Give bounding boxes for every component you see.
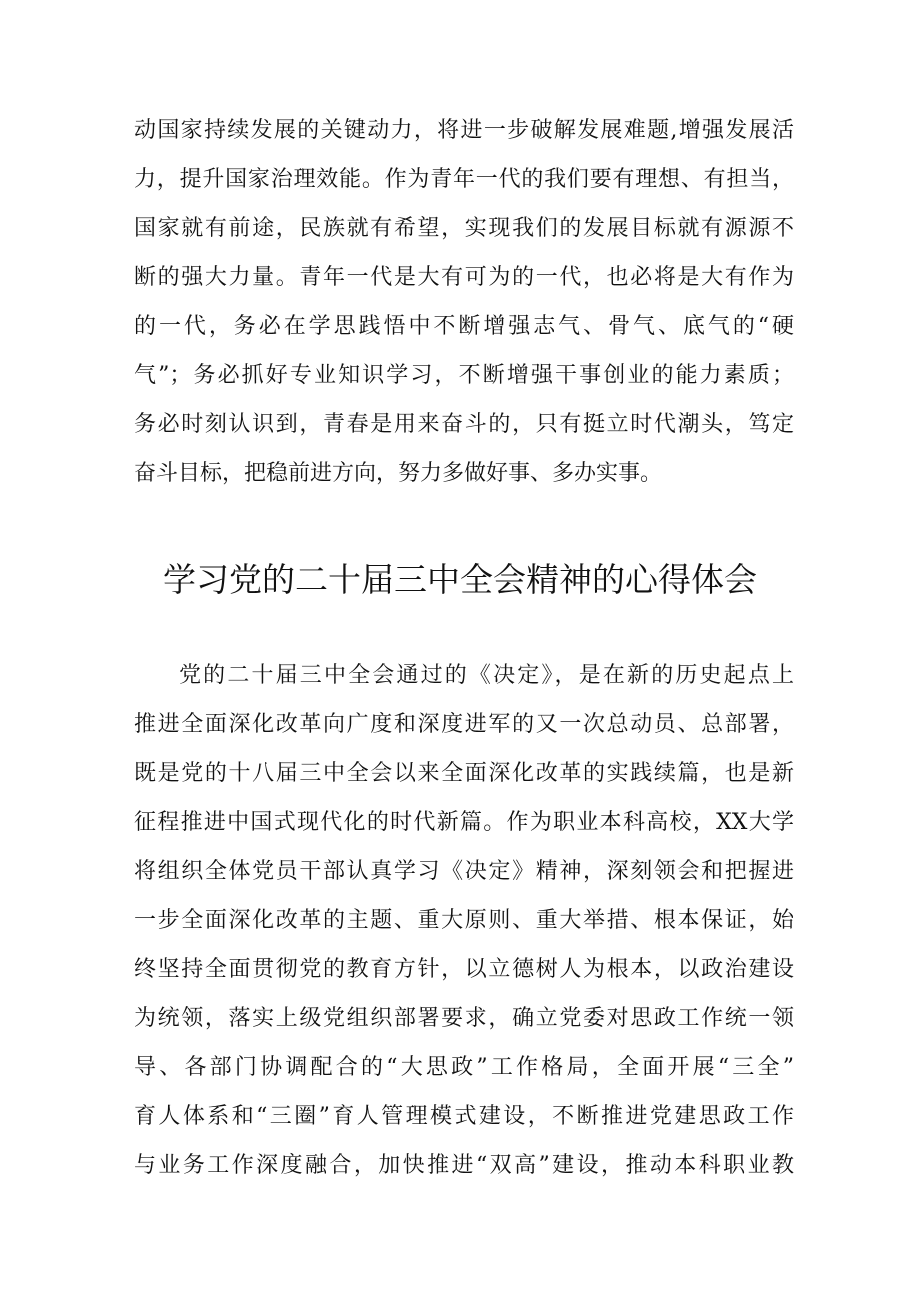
paragraph-line: 推进全面深化改革向广度和深度进军的又一次总动员、总部署，	[134, 712, 794, 737]
paragraph-line: 征程推进中国式现代化的时代新篇。作为职业本科高校，XX大学	[134, 810, 794, 835]
paragraph-line: 奋斗目标，把稳前进方向，努力多做好事、多办实事。	[134, 461, 663, 486]
paragraph-line: 力，提升国家治理效能。作为青年一代的我们要有理想、有担当，	[134, 167, 794, 192]
paragraph-line: 将组织全体党员干部认真学习《决定》精神，深刻领会和把握进	[134, 859, 794, 884]
paragraph-line: 动国家持续发展的关键动力，将进一步破解发展难题,增强发展活	[134, 118, 794, 143]
paragraph-line: 与业务工作深度融合，加快推进“双高”建设，推动本科职业教	[134, 1153, 794, 1178]
article-heading: 学习党的二十届三中全会精神的心得体会	[163, 560, 757, 599]
paragraph-line: 务必时刻认识到，青春是用来奋斗的，只有挺立时代潮头，笃定	[134, 412, 794, 437]
paragraph-line: 党的二十届三中全会通过的《决定》，是在新的历史起点上	[179, 663, 794, 688]
paragraph-line: 气”；务必抓好专业知识学习，不断增强干事创业的能力素质；	[134, 363, 794, 388]
continued-paragraph	[134, 106, 794, 498]
paragraph-line: 断的强大力量。青年一代是大有可为的一代，也必将是大有作为	[134, 265, 794, 290]
paragraph-line: 国家就有前途，民族就有希望，实现我们的发展目标就有源源不	[134, 216, 794, 241]
paragraph-line: 为统领，落实上级党组织部署要求，确立党委对思政工作统一领	[134, 1006, 794, 1031]
paragraph-line: 育人体系和“三圈”育人管理模式建设，不断推进党建思政工作	[134, 1104, 794, 1129]
paragraph-line: 终坚持全面贯彻党的教育方针，以立德树人为根本，以政治建设	[134, 957, 794, 982]
paragraph-line: 的一代，务必在学思践悟中不断增强志气、骨气、底气的“硬	[134, 314, 794, 339]
article-body	[134, 651, 794, 1190]
paragraph-line: 既是党的十八届三中全会以来全面深化改革的实践续篇，也是新	[134, 761, 794, 786]
paragraph-line: 导、各部门协调配合的“大思政”工作格局，全面开展“三全”	[134, 1055, 794, 1080]
paragraph-line: 一步全面深化改革的主题、重大原则、重大举措、根本保证，始	[134, 908, 794, 933]
